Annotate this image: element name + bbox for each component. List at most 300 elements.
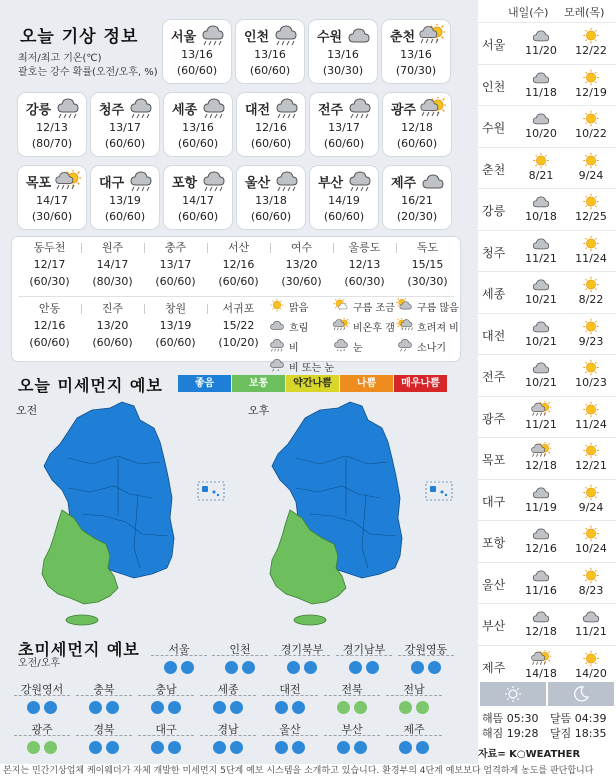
forecast-city: 세종 (482, 287, 506, 301)
city-name: 춘천 (390, 30, 416, 45)
forecast-day2 (568, 397, 614, 431)
city-prob: (60/60) (176, 64, 218, 77)
forecast-day2 (568, 604, 614, 638)
table-separator (396, 243, 397, 253)
city-temp: 14/17 (182, 194, 214, 207)
legend-item (268, 338, 299, 355)
forecast-day1 (518, 23, 564, 57)
city-prob: (60/60) (396, 137, 438, 150)
city-card (91, 93, 159, 156)
table-separator (144, 243, 145, 253)
forecast-city: 제주 (482, 660, 506, 675)
ultrafine-dots (386, 739, 442, 758)
ultrafine-dots (200, 739, 256, 758)
ultrafine-dots (212, 659, 268, 678)
sun-cloud-icon (332, 298, 350, 315)
am-level-dot (27, 741, 40, 754)
forecast-row (478, 562, 616, 604)
city-card (382, 20, 450, 83)
cloudy-icon (518, 608, 564, 625)
forecast-day1 (518, 65, 564, 99)
rain-sun-icon (518, 442, 564, 459)
table-temp: 12/17 (33, 258, 66, 271)
sun-icon (568, 401, 614, 418)
forecast-day1-temp: 11/21 (525, 417, 557, 431)
table-prob: (60/60) (29, 336, 70, 349)
forecast-city: 청주 (482, 245, 506, 260)
pm-level-dot (106, 701, 119, 714)
forecast-day2 (568, 272, 614, 306)
ultrafine-dots (138, 739, 194, 758)
ultrafine-dots (76, 699, 132, 718)
pm-level-dot (428, 661, 441, 674)
table-prob: (60/60) (218, 275, 259, 288)
forecast-city: 대전 (482, 328, 506, 343)
forecast-row (478, 147, 616, 189)
forecast-day2 (568, 231, 614, 265)
city-card (383, 166, 451, 229)
forecast-row (478, 603, 616, 645)
city-prob: (60/60) (250, 137, 292, 150)
cloudy-icon (518, 318, 564, 335)
forecast-day1 (518, 563, 564, 597)
day2-label: 모레(목) (564, 6, 605, 19)
table-prob: (60/60) (92, 336, 133, 349)
table-cell (18, 239, 81, 290)
ultrafine-region-name: 강원영동 (398, 641, 454, 656)
legend-label: 구름 조금 (353, 303, 395, 314)
rain-icon (201, 97, 227, 119)
table-cell (81, 300, 144, 351)
forecast-day2 (568, 314, 614, 348)
forecast-day2 (568, 106, 614, 140)
table-city-name: 서산 (227, 241, 250, 254)
rain-icon (128, 97, 154, 119)
city-temp: 13/17 (328, 121, 360, 134)
city-prob: (60/60) (104, 137, 146, 150)
am-level-dot (275, 741, 288, 754)
city-card (310, 93, 378, 156)
forecast-row (478, 520, 616, 562)
forecast-day2-temp: 10/23 (575, 376, 607, 389)
forecast-day1-temp: 10/21 (525, 293, 557, 306)
forecast-city: 목포 (482, 453, 506, 467)
forecast-panel (478, 0, 616, 764)
legend-item (332, 338, 363, 355)
sun-icon (568, 359, 614, 376)
city-name: 청주 (99, 103, 125, 118)
table-city-name: 충주 (164, 241, 187, 254)
legend-label: 눈 (353, 343, 363, 354)
sleet-icon (268, 358, 286, 375)
city-prob: (30/30) (322, 64, 364, 77)
dust-scale-item: 매우나쁨 (394, 375, 447, 392)
forecast-row (478, 354, 616, 396)
ultrafine-region-name: 대전 (262, 681, 318, 696)
ultrafine-dots (14, 739, 70, 758)
pm-level-dot (354, 701, 367, 714)
ultrafine-region-name: 대구 (138, 721, 194, 736)
city-name: 전주 (318, 103, 344, 118)
pm-level-dot (44, 701, 57, 714)
am-level-dot (151, 741, 164, 754)
sunset-text: 해짐 19:28 (482, 727, 539, 740)
sun-icon (568, 567, 614, 584)
subtitle-line-1: 최저/최고 기온(℃) (18, 53, 102, 64)
am-level-dot (151, 701, 164, 714)
forecast-city: 강릉 (482, 204, 506, 218)
ultrafine-region-name: 부산 (324, 721, 380, 736)
city-card (18, 93, 86, 156)
cloudy-icon (346, 24, 372, 46)
forecast-day2 (568, 563, 614, 597)
rain-icon (200, 24, 226, 46)
forecast-day1-temp: 11/19 (525, 500, 557, 514)
ultrafine-region-name: 경남 (200, 721, 256, 736)
table-city-name: 동두천 (33, 241, 66, 254)
legend-item (396, 318, 459, 335)
city-name: 부산 (318, 176, 344, 191)
sunrise-text: 해뜸 05:30 (482, 712, 539, 725)
moonset-text: 달짐 18:35 (550, 727, 607, 740)
ultrafine-dots (76, 739, 132, 758)
dust-title: 오늘 미세먼지 예보 (18, 376, 163, 395)
city-temp: 13/16 (327, 48, 359, 61)
table-prob: (60/30) (344, 275, 385, 288)
forecast-day2-temp: 12/25 (575, 210, 607, 223)
forecast-day2 (568, 480, 614, 514)
ultrafine-dots (324, 739, 380, 758)
table-temp: 13/20 (285, 258, 318, 271)
city-name: 대구 (99, 176, 125, 191)
rain-icon (201, 170, 227, 192)
forecast-day1-temp: 11/20 (525, 44, 557, 57)
table-city-name: 진주 (101, 302, 124, 315)
am-level-dot (89, 741, 102, 754)
rain-sun-icon (518, 650, 564, 667)
ultrafine-dots (262, 739, 318, 758)
rain-icon (273, 24, 299, 46)
pm-level-dot (416, 741, 429, 754)
table-prob: (60/60) (155, 336, 196, 349)
pm-level-dot (181, 661, 194, 674)
city-prob: (80/70) (31, 137, 73, 150)
snow-icon (332, 338, 350, 355)
legend-label: 구름 많음 (417, 303, 459, 314)
city-card (236, 20, 304, 83)
am-level-dot (225, 661, 238, 674)
city-prob: (60/60) (249, 64, 291, 77)
city-card (309, 20, 377, 83)
legend-item (332, 298, 395, 315)
pm-level-dot (106, 741, 119, 754)
table-prob: (10/20) (218, 336, 259, 349)
city-prob: (60/60) (250, 210, 292, 223)
city-name: 제주 (391, 176, 417, 191)
rain-icon (274, 170, 300, 192)
table-prob: (30/60) (281, 275, 322, 288)
table-separator (207, 243, 208, 253)
legend-item (396, 298, 459, 315)
forecast-day1-temp: 8/21 (528, 168, 554, 182)
table-prob: (80/30) (92, 275, 133, 288)
table-separator (144, 304, 145, 314)
table-cell (207, 239, 270, 290)
ultrafine-dots (262, 699, 318, 718)
table-temp: 13/17 (159, 258, 192, 271)
ultrafine-dots (324, 699, 380, 718)
sun-outline-icon (504, 685, 522, 703)
forecast-row (478, 396, 616, 438)
rain-icon (347, 170, 373, 192)
table-separator (81, 304, 82, 314)
sun-icon (568, 442, 614, 459)
forecast-day2-temp: 10/22 (575, 127, 607, 140)
table-separator (81, 243, 82, 253)
forecast-day1-temp: 11/16 (525, 583, 557, 597)
legend-label: 맑음 (289, 303, 309, 314)
city-card (164, 93, 232, 156)
city-name: 광주 (391, 103, 417, 118)
ulleung-dokdo (430, 486, 447, 496)
table-prob: (60/60) (155, 275, 196, 288)
city-prob: (60/60) (177, 210, 219, 223)
table-city-name: 울릉도 (348, 241, 381, 254)
forecast-day2 (568, 355, 614, 389)
ultrafine-dots (14, 699, 70, 718)
sun-icon (568, 235, 614, 252)
legend-label: 소나기 (417, 343, 446, 354)
forecast-day1 (518, 438, 564, 472)
table-prob: (30/30) (407, 275, 448, 288)
city-card (164, 166, 232, 229)
forecast-day2-temp: 8/23 (578, 583, 604, 597)
table-separator (207, 304, 208, 314)
pm-level-dot (44, 741, 57, 754)
cloudy-icon (518, 110, 564, 127)
sun-icon (568, 484, 614, 501)
pm-level-dot (304, 661, 317, 674)
rain-icon (274, 97, 300, 119)
forecast-day1-temp: 12/18 (525, 459, 557, 472)
legend-item (268, 318, 308, 335)
table-city-name: 창원 (164, 302, 187, 315)
forecast-row (478, 230, 616, 272)
table-city-name: 원주 (101, 241, 124, 254)
legend-item (332, 318, 395, 335)
city-card (237, 166, 305, 229)
pm-level-dot (230, 701, 243, 714)
am-level-dot (89, 701, 102, 714)
city-temp: 12/13 (36, 121, 68, 134)
rain-icon (128, 170, 154, 192)
forecast-day1-temp: 11/21 (525, 251, 557, 265)
ultrafine-region-name: 경기남부 (336, 641, 392, 656)
am-level-dot (337, 701, 350, 714)
sun-icon (568, 69, 614, 86)
city-name: 포항 (172, 176, 198, 191)
ultrafine-dots (398, 659, 454, 678)
forecast-day1 (518, 521, 564, 555)
pm-level-dot (230, 741, 243, 754)
sun-icon (568, 27, 614, 44)
table-cell (270, 239, 333, 290)
dust-scale-item: 좋음 (178, 375, 231, 392)
weather-subtitle (18, 52, 158, 80)
forecast-day2-temp: 8/22 (578, 293, 604, 306)
forecast-city: 수원 (482, 121, 506, 135)
ultrafine-subtitle: 오전/오후 (18, 658, 61, 669)
pm-level-dot (168, 701, 181, 714)
city-temp: 16/21 (401, 194, 433, 207)
city-temp: 13/19 (109, 194, 141, 207)
sun-icon (568, 650, 614, 667)
forecast-row (478, 437, 616, 479)
dust-map-am (22, 398, 237, 628)
ultrafine-region-name: 충남 (138, 681, 194, 696)
city-temp: 13/16 (400, 48, 432, 61)
cloudy-icon (518, 69, 564, 86)
cloudy-icon (518, 484, 564, 501)
city-name: 강릉 (26, 103, 52, 118)
subtitle-line-2: 괄호는 강수 확률(오전/오후, %) (18, 67, 158, 78)
forecast-day2-temp: 11/21 (575, 625, 607, 638)
am-level-dot (349, 661, 362, 674)
forecast-day1-temp: 10/21 (525, 334, 557, 348)
forecast-city: 서울 (482, 38, 506, 52)
forecast-day1-temp: 14/18 (525, 666, 557, 680)
rain-sun-icon (332, 318, 350, 335)
forecast-day2 (568, 23, 614, 57)
city-prob: (60/60) (177, 137, 219, 150)
legend-item (268, 358, 334, 375)
dust-scale-item: 보통 (232, 375, 285, 392)
ultrafine-region-name: 충북 (76, 681, 132, 696)
map-am-label: 오전 (16, 404, 38, 417)
map-pm-label: 오후 (248, 404, 270, 417)
table-city-name: 안동 (38, 302, 61, 315)
sun-icon (568, 318, 614, 335)
table-separator (270, 243, 271, 253)
cloudy-icon (518, 276, 564, 293)
city-temp: 13/18 (255, 194, 287, 207)
table-cell (18, 300, 81, 351)
forecast-day2 (568, 438, 614, 472)
rain-sun-icon (518, 401, 564, 418)
table-city-name: 여수 (290, 241, 313, 254)
forecast-day1 (518, 355, 564, 389)
sun-icon (518, 152, 564, 169)
ultrafine-region-name: 제주 (386, 721, 442, 736)
city-prob: (30/60) (31, 210, 73, 223)
forecast-day2 (568, 646, 614, 680)
forecast-day2-temp: 11/24 (575, 417, 607, 431)
legend-item (396, 338, 446, 355)
ultrafine-region-name: 전남 (386, 681, 442, 696)
jeju-island (294, 615, 326, 625)
table-cell (396, 239, 459, 290)
ultrafine-dots (138, 699, 194, 718)
forecast-row (478, 22, 616, 64)
sun-icon (568, 152, 614, 169)
city-card (237, 93, 305, 156)
forecast-day1 (518, 106, 564, 140)
forecast-city: 인천 (482, 79, 506, 94)
forecast-row (478, 64, 616, 106)
cloudy-icon (518, 359, 564, 376)
city-prob: (60/60) (104, 210, 146, 223)
moonrise-text: 달뜸 04:39 (550, 712, 607, 725)
cloudy-icon (518, 193, 564, 210)
table-city-name: 서귀포 (222, 302, 255, 315)
city-temp: 13/16 (182, 121, 214, 134)
city-name: 울산 (245, 176, 271, 191)
sun-rain-icon (396, 318, 414, 335)
forecast-day2 (568, 189, 614, 223)
legend-label: 흐림 (289, 323, 309, 334)
legend-label: 비온후 갬 (353, 323, 395, 334)
rain-icon (55, 97, 81, 119)
pm-level-dot (416, 701, 429, 714)
ultrafine-dots (386, 699, 442, 718)
forecast-day1 (518, 397, 564, 431)
forecast-day2-temp: 10/24 (575, 542, 607, 555)
forecast-row (478, 479, 616, 521)
ultrafine-dots (336, 659, 392, 678)
ultrafine-dots (151, 659, 207, 678)
legend-item (268, 298, 308, 315)
city-card (310, 166, 378, 229)
city-name: 대전 (245, 103, 271, 118)
sun-box (480, 682, 546, 706)
city-temp: 14/17 (36, 194, 68, 207)
city-card (91, 166, 159, 229)
ultrafine-region-name: 경북 (76, 721, 132, 736)
am-level-dot (337, 741, 350, 754)
table-temp: 13/19 (159, 319, 192, 332)
am-level-dot (275, 701, 288, 714)
ultrafine-region-name: 울산 (262, 721, 318, 736)
am-level-dot (213, 741, 226, 754)
table-temp: 13/20 (96, 319, 129, 332)
ultrafine-dots (274, 659, 330, 678)
forecast-day2 (568, 521, 614, 555)
city-temp: 12/16 (255, 121, 287, 134)
weather-title: 오늘 기상 정보 (20, 27, 139, 47)
city-prob: (60/60) (323, 210, 365, 223)
day1-label: 내일(수) (508, 6, 549, 19)
sun-icon (568, 525, 614, 542)
forecast-day1 (518, 314, 564, 348)
sun-icon (268, 298, 286, 315)
forecast-city: 춘천 (482, 162, 506, 177)
table-temp: 12/16 (222, 258, 255, 271)
secondary-city-table (12, 237, 460, 374)
ultrafine-region-name: 경기북부 (274, 641, 330, 656)
forecast-day2-temp: 12/19 (575, 85, 607, 99)
rain-sun-icon (419, 24, 445, 46)
sun-icon (568, 276, 614, 293)
city-name: 서울 (171, 30, 197, 45)
forecast-day1 (518, 272, 564, 306)
forecast-day1 (518, 646, 564, 680)
moon-outline-icon (572, 685, 590, 703)
table-prob: (60/30) (29, 275, 70, 288)
forecast-row (478, 271, 616, 313)
sun-icon (568, 193, 614, 210)
table-cell (333, 239, 396, 290)
city-card (18, 166, 86, 229)
